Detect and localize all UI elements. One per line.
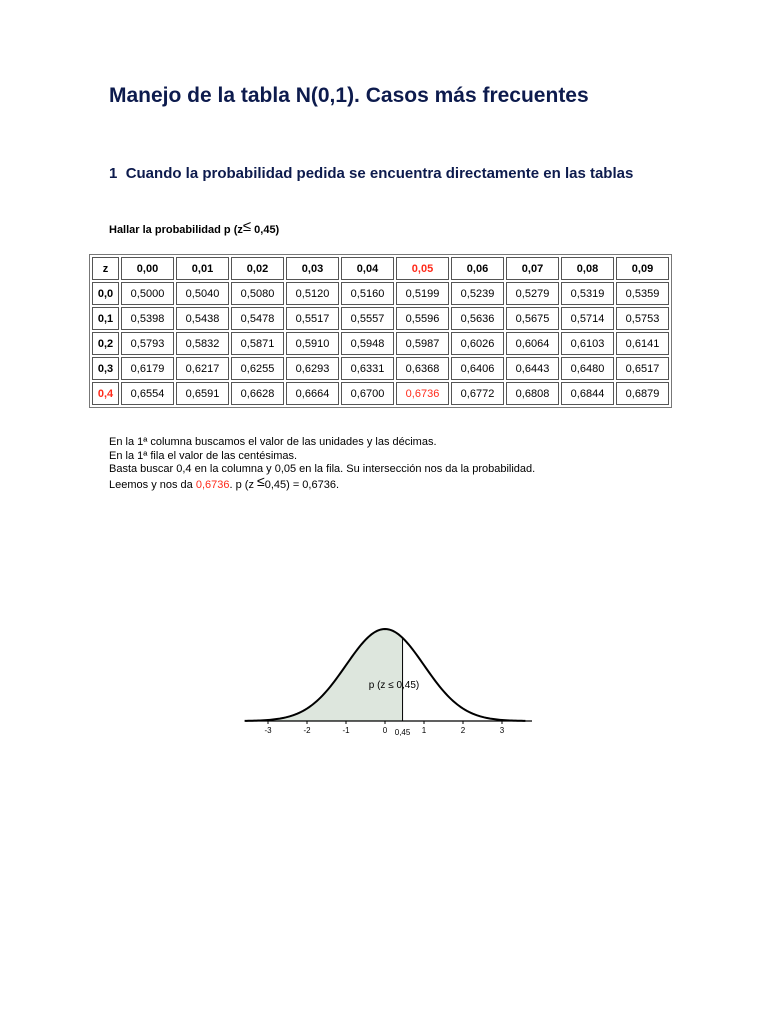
- shaded-probability-area: [245, 629, 403, 721]
- table-cell: 0,6844: [561, 382, 614, 405]
- page-title: Manejo de la tabla N(0,1). Casos más frecuentes: [109, 84, 589, 107]
- explanation: [109, 436, 535, 492]
- table-cell: 0,6255: [231, 357, 284, 380]
- column-header: 0,07: [506, 257, 559, 280]
- table-row: [92, 282, 669, 305]
- table-cell: 0,5714: [561, 307, 614, 330]
- table-cell: 0,6331: [341, 357, 394, 380]
- row-header: 0,4: [92, 382, 119, 405]
- prompt-value: 0,45): [251, 224, 280, 236]
- column-header: 0,08: [561, 257, 614, 280]
- table-cell: 0,5279: [506, 282, 559, 305]
- explanation-line-1: En la 1ª columna buscamos el valor de las unidades y las décimas.: [109, 436, 437, 448]
- cutoff-label: 0,45: [394, 728, 411, 737]
- result-text-before: Leemos y nos da: [109, 478, 196, 491]
- table-cell: 0,6664: [286, 382, 339, 405]
- table-cell: 0,5636: [451, 307, 504, 330]
- table-cell: 0,5239: [451, 282, 504, 305]
- table-cell: 0,6026: [451, 332, 504, 355]
- table-cell: 0,6591: [176, 382, 229, 405]
- result-text-after: 0,45) = 0,6736.: [264, 478, 340, 491]
- table-cell: 0,5478: [231, 307, 284, 330]
- table-cell: 0,5517: [286, 307, 339, 330]
- table-cell: 0,5000: [121, 282, 174, 305]
- table-corner-cell: z: [92, 257, 119, 280]
- table-cell: 0,5753: [616, 307, 669, 330]
- table-cell: 0,6736: [396, 382, 449, 405]
- table-cell: 0,6293: [286, 357, 339, 380]
- table-cell: 0,6103: [561, 332, 614, 355]
- table-cell: 0,6879: [616, 382, 669, 405]
- table-cell: 0,6628: [231, 382, 284, 405]
- x-axis-ticks: [264, 721, 504, 737]
- explanation-line-2: En la 1ª fila el valor de las centésimas.: [109, 449, 298, 462]
- leq-symbol: ≤: [242, 218, 252, 235]
- table-cell: 0,6406: [451, 357, 504, 380]
- normal-curve-figure: [244, 624, 534, 739]
- result-text-mid: . p (z: [229, 478, 258, 491]
- prompt-text: Hallar la probabilidad p (z: [109, 224, 243, 236]
- table-cell: 0,5675: [506, 307, 559, 330]
- column-header: 0,05: [396, 257, 449, 280]
- section-title: Cuando la probabilidad pedida se encuentra directamente en las tablas: [125, 165, 634, 182]
- column-header: 0,02: [231, 257, 284, 280]
- table-cell: 0,5948: [341, 332, 394, 355]
- column-header: 0,06: [451, 257, 504, 280]
- table-cell: 0,6700: [341, 382, 394, 405]
- table-cell: 0,5319: [561, 282, 614, 305]
- table-cell: 0,5987: [396, 332, 449, 355]
- table-cell: 0,5557: [341, 307, 394, 330]
- table-cell: 0,5910: [286, 332, 339, 355]
- area-label: p (z ≤ 0,45): [368, 680, 420, 691]
- table-row: [92, 332, 669, 355]
- table-cell: 0,5160: [341, 282, 394, 305]
- section-heading: [109, 164, 649, 183]
- table-cell: 0,5199: [396, 282, 449, 305]
- table-cell: 0,5080: [231, 282, 284, 305]
- table-cell: 0,6554: [121, 382, 174, 405]
- table-cell: 0,6772: [451, 382, 504, 405]
- normal-distribution-table: [89, 254, 672, 408]
- table-cell: 0,5832: [176, 332, 229, 355]
- table-cell: 0,6217: [176, 357, 229, 380]
- table-cell: 0,5871: [231, 332, 284, 355]
- column-header: 0,03: [286, 257, 339, 280]
- table-cell: 0,6141: [616, 332, 669, 355]
- tick-label: -1: [342, 726, 350, 735]
- tick-label: 1: [421, 726, 427, 735]
- row-header: 0,2: [92, 332, 119, 355]
- table-cell: 0,5120: [286, 282, 339, 305]
- tick-label: 0: [382, 726, 388, 735]
- table-cell: 0,6064: [506, 332, 559, 355]
- leq-symbol: ≤: [257, 472, 265, 489]
- tick-label: 2: [460, 726, 466, 735]
- table-cell: 0,6517: [616, 357, 669, 380]
- column-header: 0,00: [121, 257, 174, 280]
- table-row: [92, 307, 669, 330]
- table-cell: 0,5438: [176, 307, 229, 330]
- problem-statement: [109, 220, 279, 237]
- explanation-line-3: Basta buscar 0,4 en la columna y 0,05 en la fila. Su intersección nos da la probabilidad.: [109, 463, 536, 475]
- table-row: [92, 382, 669, 405]
- table-cell: 0,5040: [176, 282, 229, 305]
- tick-label: -2: [303, 726, 311, 735]
- column-header: 0,04: [341, 257, 394, 280]
- table-header-row: [92, 257, 669, 280]
- explanation-line-4: [109, 472, 535, 493]
- table-cell: 0,5398: [121, 307, 174, 330]
- column-header: 0,01: [176, 257, 229, 280]
- tick-label: -3: [264, 726, 272, 735]
- row-header: 0,0: [92, 282, 119, 305]
- table-row: [92, 357, 669, 380]
- table-cell: 0,6368: [396, 357, 449, 380]
- row-header: 0,3: [92, 357, 119, 380]
- result-value: 0,6736: [195, 478, 230, 491]
- table-cell: 0,5596: [396, 307, 449, 330]
- table-cell: 0,5793: [121, 332, 174, 355]
- table-cell: 0,5359: [616, 282, 669, 305]
- tick-label: 3: [499, 726, 505, 735]
- table-cell: 0,6443: [506, 357, 559, 380]
- row-header: 0,1: [92, 307, 119, 330]
- section-number: 1: [109, 165, 118, 182]
- table-cell: 0,6480: [561, 357, 614, 380]
- column-header: 0,09: [616, 257, 669, 280]
- table-cell: 0,6179: [121, 357, 174, 380]
- table-cell: 0,6808: [506, 382, 559, 405]
